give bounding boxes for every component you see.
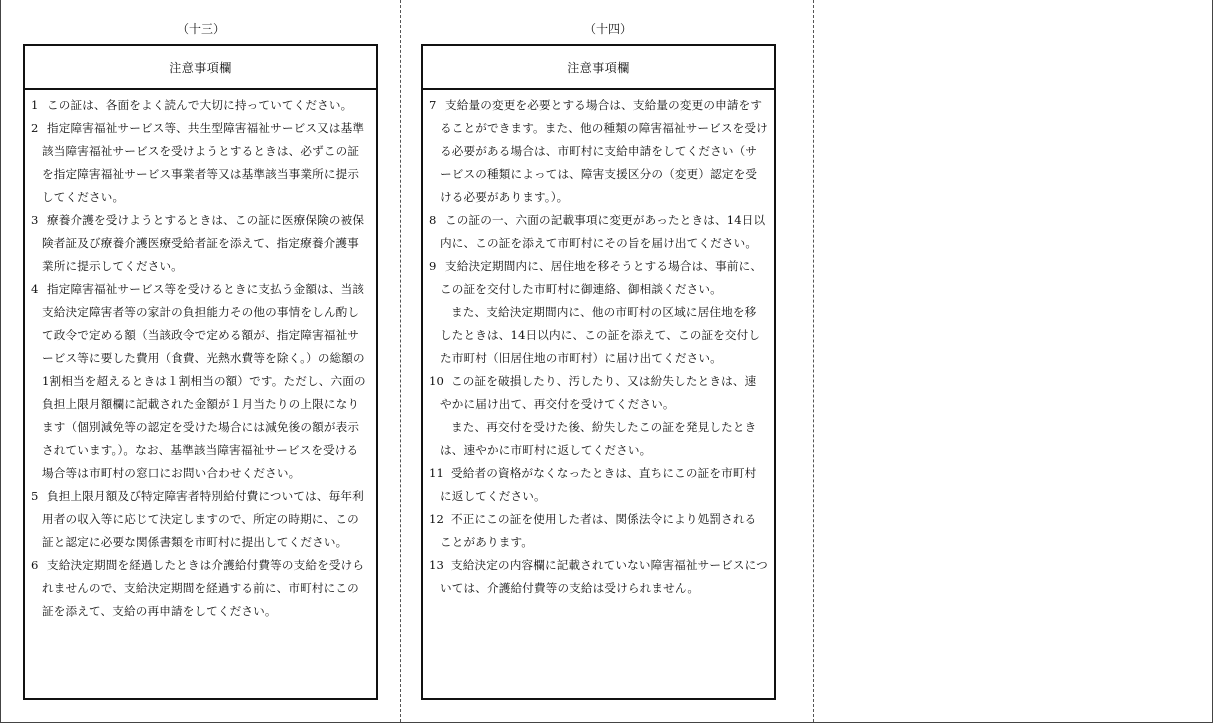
fold-line xyxy=(813,0,814,722)
note-item: 9 支給決定期間内に、居住地を移そうとする場合は、事前に、この証を交付した市町村に御連絡、御相談ください。 xyxy=(429,259,763,296)
notes-panel-right xyxy=(421,44,776,700)
note-item: 10 この証を破損したり、汚したり、又は紛失したときは、速やかに届け出て、再交付を受けてください。 xyxy=(429,374,757,411)
panel-header: 注意事項欄 xyxy=(423,46,774,90)
notes-list xyxy=(25,90,376,623)
note-item: 11 受給者の資格がなくなったときは、直ちにこの証を市町村に返してください。 xyxy=(429,466,757,503)
note-item: 2 指定障害福祉サービス等、共生型障害福祉サービス又は基準該当障害福祉サービスを受けようとするときは、必ずこの証を指定障害福祉サービス事業者等又は基準該当事業所に提示してください。 xyxy=(31,121,365,204)
note-item: 5 負担上限月額及び特定障害者特別給付費については、毎年利用者の収入等に応じて決定しますので、所定の時期に、この証と認定に必要な関係書類を市町村に提出してください。 xyxy=(31,489,364,549)
note-item: 6 支給決定期間を経過したときは介護給付費等の支給を受けられませんので、支給決定期間を経過する前に、市町村にこの証を添えて、支給の再申請をしてください。 xyxy=(31,558,365,618)
note-item: 4 指定障害福祉サービス等を受けるときに支払う金額は、当該支給決定障害者等の家計の負担能力その他の事情をしん酌して政令で定める額（当該政令で定める額が、指定障害福祉サービス等に要した費用（食費、光熱水費等を除く。）の総額の1割相当を超えるときは１割相当の額）です。ただし、六面の負担上限月額欄に記載された金額が１月当たりの上限になります（個別減免等の認定を受けた場合には減免後の額が表示されています。）。なお、基準該当障害福祉サービスを受ける場合等は市町村の窓口にお問い合わせください。 xyxy=(31,282,366,480)
note-item: 1 この証は、各面をよく読んで大切に持っていてください。 xyxy=(31,98,353,112)
fold-line xyxy=(400,0,401,722)
note-item-continuation: また、支給決定期間内に、他の市町村の区域に居住地を移したときは、14日以内に、この証を添えて、この証を交付した市町村（旧居住地の市町村）に届け出てください。 xyxy=(440,305,761,365)
note-item: 13 支給決定の内容欄に記載されていない障害福祉サービスについては、介護給付費等の支給は受けられません。 xyxy=(429,558,768,595)
notes-panel-left xyxy=(23,44,378,700)
note-item: 12 不正にこの証を使用した者は、関係法令により処罰されることがあります。 xyxy=(429,512,757,549)
panel-header: 注意事項欄 xyxy=(25,46,376,90)
page-label-14: （十四） xyxy=(583,22,632,36)
note-item-continuation: また、再交付を受けた後、紛失したこの証を発見したときは、速やかに市町村に返してください。 xyxy=(440,420,757,457)
note-item: 7 支給量の変更を必要とする場合は、支給量の変更の申請をすることができます。また、他の種類の障害福祉サービスを受ける必要がある場合は、市町村に支給申請をしてください（サービスの種類によっては、障害支援区分の（変更）認定を受ける必要があります。）。 xyxy=(429,98,768,204)
page-label-13: （十三） xyxy=(176,22,225,36)
notes-list xyxy=(423,90,774,600)
note-item: 8 この証の一、六面の記載事項に変更があったときは、14日以内に、この証を添えて市町村にその旨を届け出てください。 xyxy=(429,213,766,250)
note-item: 3 療養介護を受けようとするときは、この証に医療保険の被保険者証及び療養介護医療受給者証を添えて、指定療養介護事業所に提示してください。 xyxy=(31,213,365,273)
